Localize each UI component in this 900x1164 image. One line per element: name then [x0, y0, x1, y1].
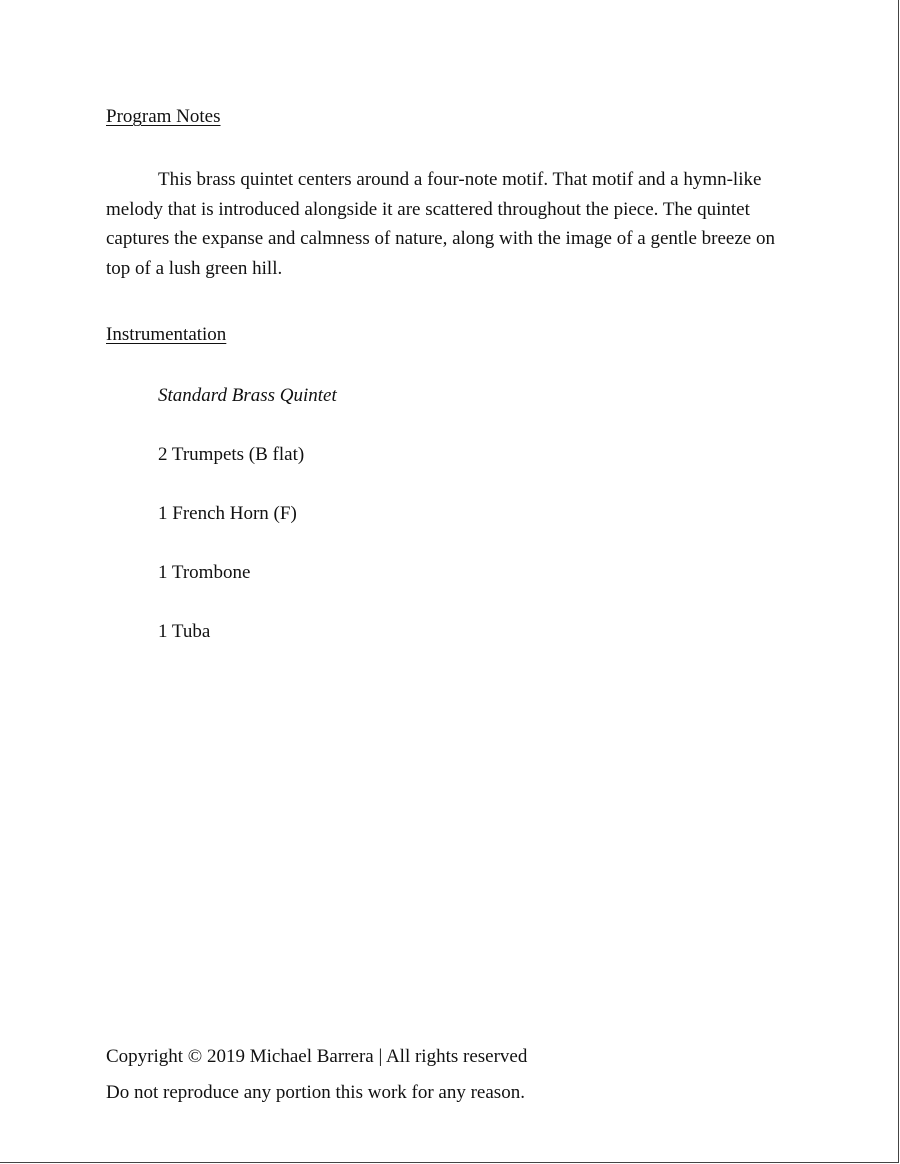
instrument-item: 1 Trombone	[158, 562, 251, 583]
program-notes-heading: Program Notes	[106, 106, 221, 127]
instrumentation-subtitle: Standard Brass Quintet	[158, 385, 337, 406]
program-notes-paragraph	[106, 165, 796, 283]
instrument-item: 1 Tuba	[158, 621, 211, 642]
reproduction-notice: Do not reproduce any portion this work for any reason.	[106, 1082, 525, 1103]
instrumentation-heading: Instrumentation	[106, 324, 227, 345]
program-notes-text: This brass quintet centers around a four-note motif. That motif and a hymn-like melody that is introduced alongside it are scattered throughout the piece. The quintet captures the expanse and calmness of nature, along with the image of a gentle breeze on top of a lush green hill.	[106, 169, 775, 279]
instrumentation-list	[158, 383, 337, 678]
footer	[106, 1039, 527, 1111]
instrument-item: 1 French Horn (F)	[158, 503, 297, 524]
copyright-line: Copyright © 2019 Michael Barrera | All rights reserved	[106, 1046, 528, 1067]
instrument-item: 2 Trumpets (B flat)	[158, 444, 305, 465]
